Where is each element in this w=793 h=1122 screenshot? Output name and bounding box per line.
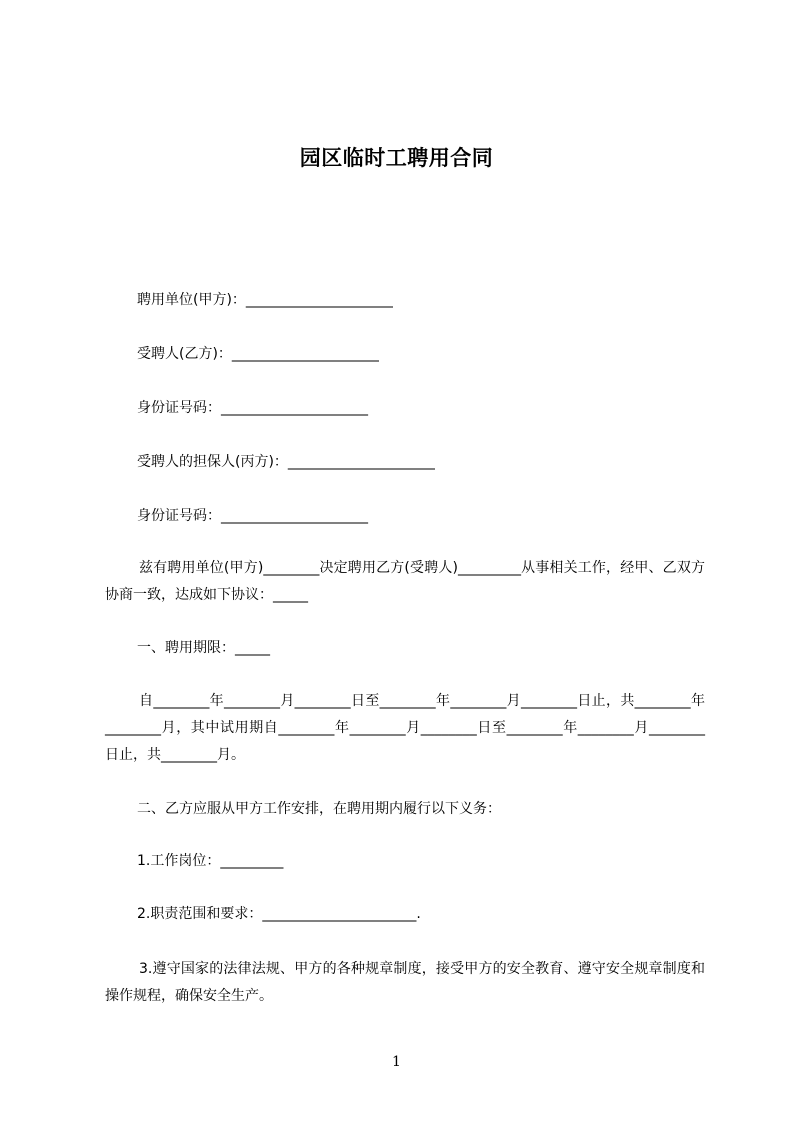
intro-paragraph: 兹有聘用单位(甲方)________决定聘用乙方(受聘人)_________从事相关工作，经甲、乙双方协商一致，达成如下协议：_____ [105,560,705,603]
term-paragraph: 自________年________月________日至________年________月________日止，共________年________月，其中试用期自________年________月________日至________年________月________日止，共________月。 [105,693,705,763]
duty-item-2: 2.职责范围和要求：______________________. [137,906,421,922]
employer-field: 聘用单位(甲方)：_____________________ [137,292,393,308]
guarantor-id-field: 身份证号码：_____________________ [137,508,368,524]
duty-item-3: 3.遵守国家的法律法规、甲方的各种规章制度，接受甲方的安全教育、遵守安全规章制度和操作规程，确保安全生产。 [105,961,705,1004]
section1-heading: 一、聘用期限：_____ [137,640,270,656]
employee-id-field: 身份证号码：_____________________ [137,400,368,416]
guarantor-field: 受聘人的担保人(丙方)：_____________________ [137,454,435,470]
duty-item-1: 1.工作岗位：_________ [137,853,284,869]
page-number: 1 [392,1054,401,1070]
document-title: 园区临时工聘用合同 [299,146,494,170]
employee-field: 受聘人(乙方)：_____________________ [137,346,379,362]
section2-heading: 二、乙方应服从甲方工作安排，在聘用期内履行以下义务： [137,801,501,817]
